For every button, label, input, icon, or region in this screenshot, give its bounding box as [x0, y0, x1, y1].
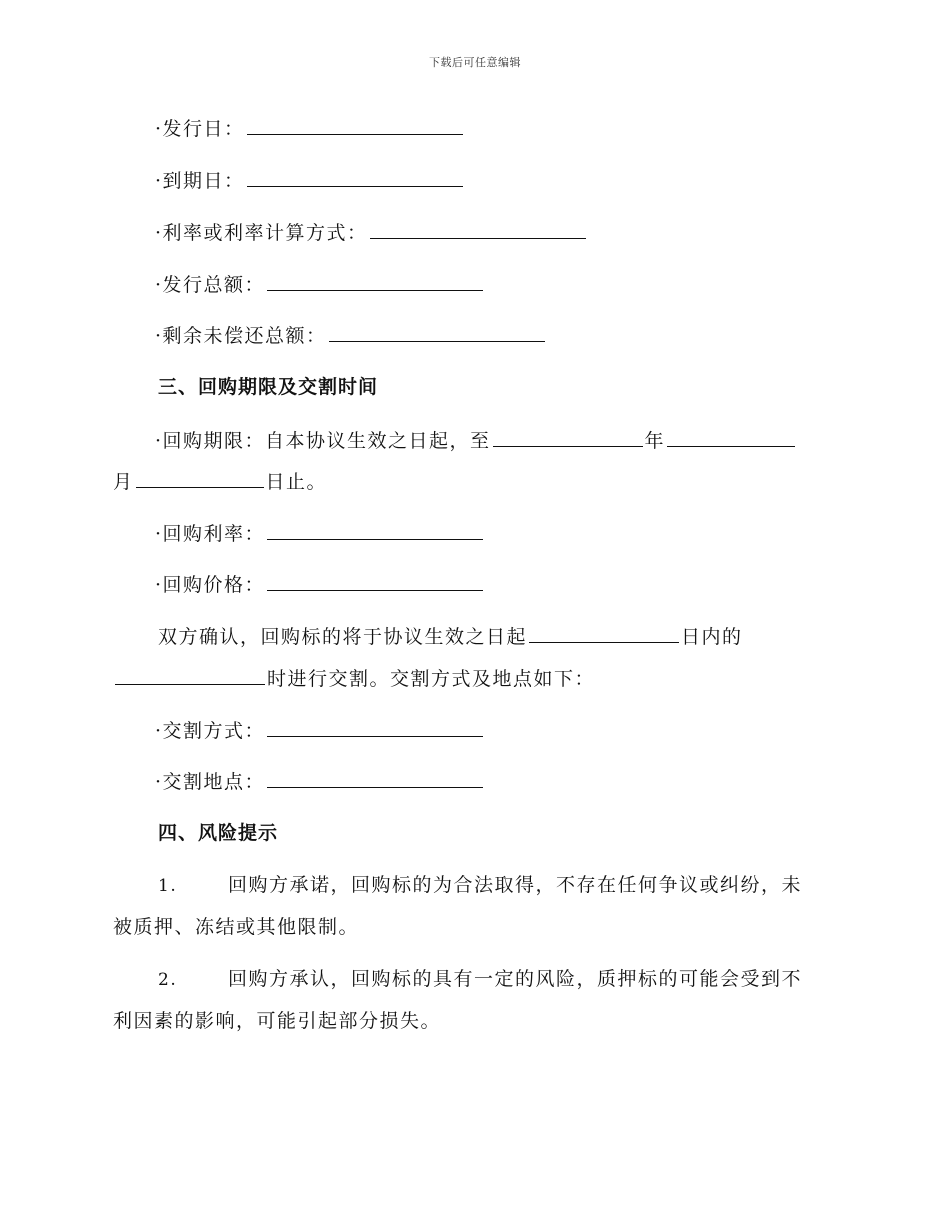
issue-total-line	[155, 272, 485, 297]
confirm-text-c: 时进行交割。交割方式及地点如下：	[267, 668, 596, 690]
repurchase-year-blank[interactable]	[493, 428, 643, 447]
interest-rate-line	[155, 220, 588, 245]
repurchase-month-blank[interactable]	[667, 428, 795, 447]
confirm-text-a: 双方确认，回购标的将于协议生效之日起	[158, 626, 528, 648]
issue-total-label: ·发行总额：	[155, 274, 266, 296]
risk-2-number: 2.	[158, 970, 178, 990]
remaining-total-blank[interactable]	[329, 323, 545, 342]
repurchase-rate-line	[155, 521, 485, 546]
interest-rate-label: ·利率或利率计算方式：	[155, 222, 368, 244]
confirm-days-blank[interactable]	[529, 624, 679, 643]
interest-rate-blank[interactable]	[370, 220, 586, 239]
repurchase-rate-blank[interactable]	[267, 521, 483, 540]
month-label: 月	[113, 471, 134, 493]
year-label: 年	[644, 430, 666, 452]
confirm-time-blank[interactable]	[115, 666, 265, 685]
repurchase-price-line	[155, 572, 485, 597]
issue-date-line	[155, 116, 465, 141]
confirm-text-b: 日内的	[681, 626, 743, 648]
repurchase-rate-label: ·回购利率：	[155, 523, 266, 545]
issue-date-blank[interactable]	[247, 116, 463, 135]
risk-2-line-1	[158, 967, 802, 992]
maturity-date-line	[155, 168, 465, 193]
risk-1-line-2: 被质押、冻结或其他限制。	[113, 916, 360, 938]
repurchase-price-label: ·回购价格：	[155, 574, 266, 596]
risk-1-text-a: 回购方承诺，回购标的为合法取得，不存在任何争议或纠纷，未	[228, 874, 803, 896]
issue-total-blank[interactable]	[267, 272, 483, 291]
confirm-line-1	[158, 624, 743, 649]
maturity-date-blank[interactable]	[247, 168, 463, 187]
delivery-place-label: ·交割地点：	[155, 771, 266, 793]
repurchase-period-label: ·回购期限：自本协议生效之日起，至	[155, 430, 491, 452]
repurchase-period-line-2	[113, 469, 327, 494]
risk-1-line-1	[158, 873, 802, 898]
delivery-place-line	[155, 769, 485, 794]
risk-2-text-a: 回购方承认，回购标的具有一定的风险，质押标的可能会受到不	[228, 968, 803, 990]
section-3-title: 三、回购期限及交割时间	[158, 376, 379, 398]
maturity-date-label: ·到期日：	[155, 170, 245, 192]
risk-2-line-2: 利因素的影响，可能引起部分损失。	[113, 1010, 442, 1032]
repurchase-period-line-1	[155, 428, 797, 453]
delivery-method-label: ·交割方式：	[155, 720, 266, 742]
confirm-line-2	[113, 666, 595, 691]
issue-date-label: ·发行日：	[155, 118, 245, 140]
delivery-method-line	[155, 718, 485, 743]
repurchase-day-blank[interactable]	[136, 469, 264, 488]
delivery-place-blank[interactable]	[267, 769, 483, 788]
page-header: 下载后可任意编辑	[429, 56, 521, 69]
repurchase-price-blank[interactable]	[267, 572, 483, 591]
remaining-total-label: ·剩余未偿还总额：	[155, 325, 327, 347]
delivery-method-blank[interactable]	[267, 718, 483, 737]
risk-1-number: 1.	[158, 876, 178, 896]
section-4-title: 四、风险提示	[158, 822, 279, 844]
remaining-total-line	[155, 323, 547, 348]
day-end-label: 日止。	[265, 471, 328, 493]
